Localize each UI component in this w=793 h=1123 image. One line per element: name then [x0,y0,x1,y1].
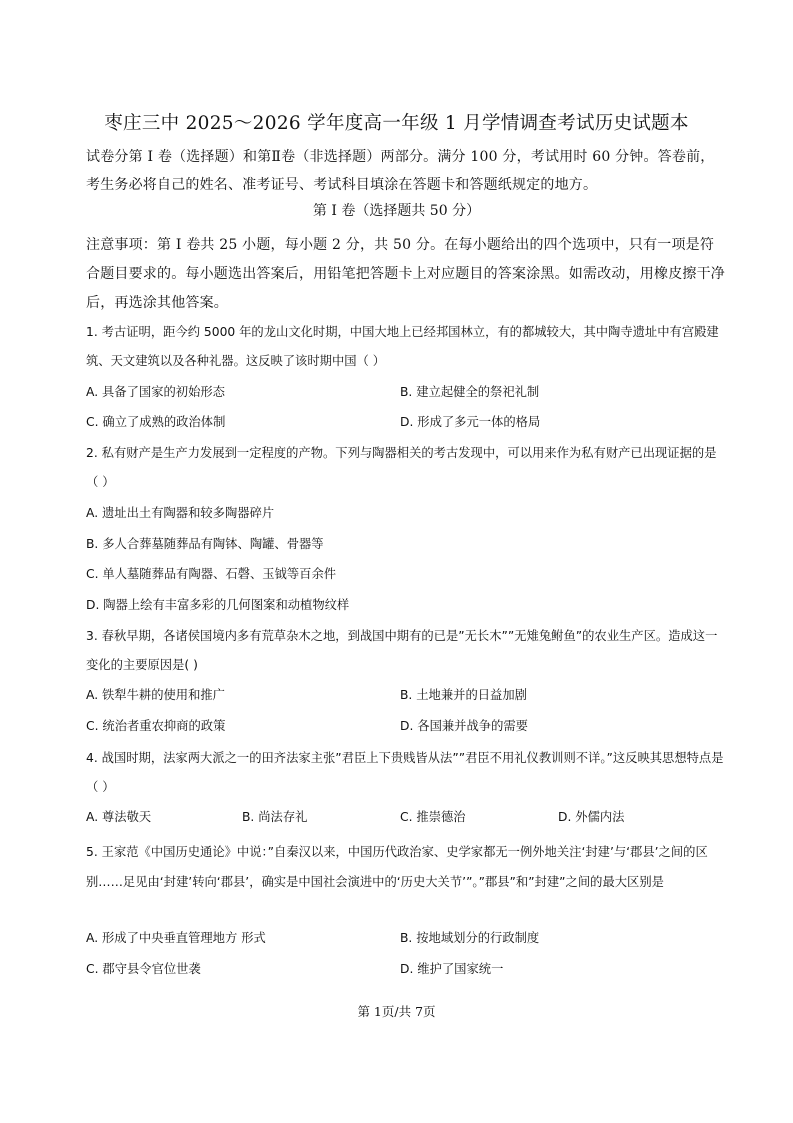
question-1-option-d: D. 形成了多元一体的格局 [400,415,541,429]
question-4-option-c: C. 推崇德治 [400,810,466,824]
question-2-option-c: C. 单人墓随葬品有陶器、石磬、玉钺等百余件 [86,567,337,581]
exam-intro: 试卷分第 I 卷（选择题）和第Ⅱ卷（非选择题）两部分。满分 100 分，考试用时 60 分钟。答卷前，考生务必将自己的姓名、准考证号、考试科目填涂在答题卡和答题纸规定的地方。 [86,149,715,193]
section-heading: 第 I 卷（选择题共 50 分） [312,203,481,219]
question-3-option-b: B. 土地兼并的日益加剧 [400,688,527,702]
question-2-stem: 2. 私有财产是生产力发展到一定程度的产物。下列与陶器相关的考古发现中，可以用来作为私有财产已出现证据的是（ ） [86,446,717,489]
question-3-options-row-2 [86,716,726,736]
question-5-option-a: A. 形成了中央垂直管理地方 形式 [86,931,266,945]
question-5-options-row-1 [86,928,726,948]
question-1-option-b: B. 建立起健全的祭祀礼制 [400,385,540,399]
question-4-option-b: B. 尚法存礼 [242,810,308,824]
question-3-option-d: D. 各国兼并战争的需要 [400,719,528,733]
exam-title: 枣庄三中 2025～2026 学年度高一年级 1 月学情调查考试历史试题本 [104,113,689,134]
question-3-options-row-1 [86,685,726,705]
question-4-options-row [86,807,726,827]
question-3-option-a: A. 铁犁牛耕的使用和推广 [86,688,225,702]
question-5-options-row-2 [86,959,726,979]
question-3-stem: 3. 春秋早期，各诸侯国境内多有荒草杂木之地，到战国中期有的已是”无长木””无雉兔鲋鱼”的农业生产区。造成这一变化的主要原因是( ) [86,629,718,672]
question-3-option-c: C. 统治者重农抑商的政策 [86,719,226,733]
question-1-stem: 1. 考古证明，距今约 5000 年的龙山文化时期，中国大地上已经邦国林立，有的都城较大，其中陶寺遗址中有宫殿建筑、天文建筑以及各种礼器。这反映了该时期中国（ ） [86,325,719,368]
question-5-option-b: B. 按地域划分的行政制度 [400,931,540,945]
notice-paragraph: 注意事项：第 I 卷共 25 小题，每小题 2 分，共 50 分。在每小题给出的四个选项中，只有一项是符合题目要求的。每小题选出答案后，用铅笔把答题卡上对应题目的答案涂黑。如需改动，用橡皮擦干净后，再选涂其他答案。 [86,237,725,311]
question-2-option-b: B. 多人合葬墓随葬品有陶钵、陶罐、骨器等 [86,537,324,551]
question-1-option-c: C. 确立了成熟的政治体制 [86,415,226,429]
question-1-options-row-1 [86,382,726,402]
question-1-options-row-2 [86,412,726,432]
question-5-stem: 5. 王家范《中国历史通论》中说：”自秦汉以来，中国历代政治家、史学家都无一例外地关注‘封建’与‘郡县’之间的区别……足见由‘封建’转向‘郡县’，确实是中国社会演进中的‘历史大关节’”。”郡县”和”封建”之间的最大区别是 [86,845,708,889]
question-4-option-d: D. 外儒内法 [558,810,625,824]
page-number-footer: 第 1页/共 7页 [357,1004,436,1019]
question-4-option-a: A. 尊法敬天 [86,810,152,824]
question-2-option-a: A. 遗址出土有陶器和较多陶器碎片 [86,506,275,520]
question-2-option-d: D. 陶器上绘有丰富多彩的几何图案和动植物纹样 [86,598,350,612]
question-5-option-c: C. 郡守县令官位世袭 [86,962,201,976]
question-5-option-d: D. 维护了国家统一 [400,962,504,976]
question-4-stem: 4. 战国时期，法家两大派之一的田齐法家主张”君臣上下贵贱皆从法””君臣不用礼仪教训则不详。”这反映其思想特点是（ ） [86,751,724,794]
question-1-option-a: A. 具备了国家的初始形态 [86,385,225,399]
